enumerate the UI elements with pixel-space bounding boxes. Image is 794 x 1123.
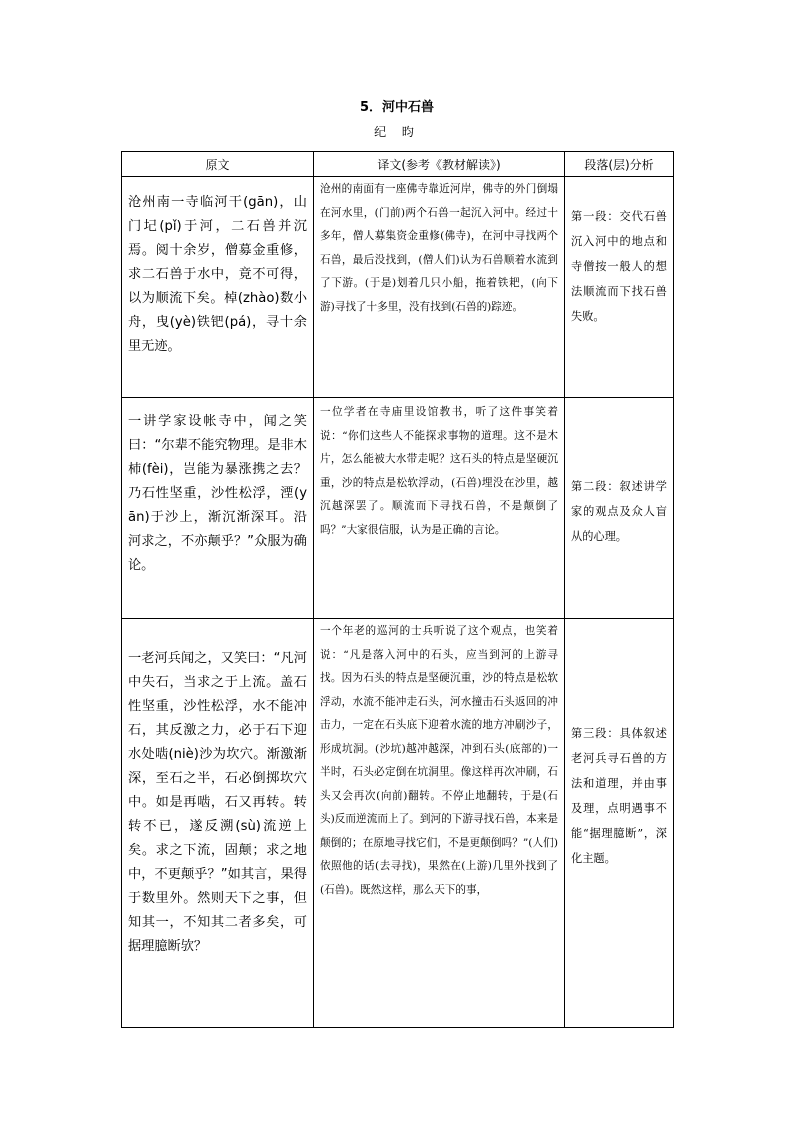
original-text-cell	[122, 619, 314, 1028]
original-text-cell	[122, 398, 314, 619]
translation-text: 一个年老的巡河的士兵听说了这个观点，也笑着说：“凡是落入河中的石头，应当到河的上游寻找。因为石头的特点是坚硬沉重，沙的特点是松软浮动，水流不能冲走石头，河水撞击石头返回的冲击力，一定在石头底下迎着水流的地方冲刷沙子，形成坑洞。(沙坑)越冲越深，冲到石头(底部的)一半时，石头必定倒在坑洞里。像这样再次冲刷，石头又会再次(向前)翻转。不停止地翻转，于是(石头)反而逆流而上了。到河的下游寻找石兽，本来是颠倒的；在原地寻找它们，不是更颠倒吗？”(人们)依照他的话(去寻找)，果然在(上游)几里外找到了(石兽)。既然这样，那么天下的事，	[320, 625, 558, 896]
translation-cell	[314, 398, 565, 619]
original-text: 一老河兵闻之，又笑曰：“凡河中失石，当求之于上流。盖石性坚重，沙性松浮，水不能冲石，其反激之力，必于石下迎水处啮(niè)沙为坎穴。渐激渐深，至石之半，石必倒掷坎穴中。如是再啮，石又再转。转转不已，遂反溯(sù)流逆上矣。求之下流，固颠；求之地中，不更颠乎？”如其言，果得于数里外。然则天下之事，但知其一，不知其二者多矣，可据理臆断欤？	[128, 651, 307, 954]
original-text-cell	[122, 177, 314, 398]
analysis-text: 第三段：具体叙述老河兵寻石兽的方法和道理，并由事及理，点明遇事不能“据理臆断”，深化主题。	[571, 727, 667, 865]
page-title: 5．河中石兽	[359, 100, 435, 115]
table-row	[122, 177, 674, 398]
column-header-analysis: 段落(层)分析	[565, 152, 674, 177]
analysis-text: 第一段：交代石兽沉入河中的地点和寺僧按一般人的想法顺流而下找石兽失败。	[571, 210, 667, 323]
original-text: 沧州南一寺临河干(gān)，山门圮(pǐ)于河，二石兽并沉焉。阅十余岁，僧募金重修，求二石兽于水中，竟不可得，以为顺流下矣。棹(zhào)数小舟，曳(yè)铁钯(pá)，寻十余里无迹。	[128, 195, 307, 354]
analysis-cell	[565, 398, 674, 619]
translation-text: 沧州的南面有一座佛寺靠近河岸，佛寺的外门倒塌在河水里，(门前)两个石兽一起沉入河中。经过十多年，僧人募集资金重修(佛寺)，在河中寻找两个石兽，最后没找到，(僧人们)认为石兽顺着水流到了下游。(于是)划着几只小船，拖着铁耙，(向下游)寻找了十多里，没有找到(石兽的)踪迹。	[320, 183, 558, 313]
text-analysis-table	[121, 151, 674, 1028]
translation-cell	[314, 177, 565, 398]
table-row	[122, 619, 674, 1028]
column-header-translation: 译文(参考《教材解读》)	[314, 152, 565, 177]
translation-text: 一位学者在寺庙里设馆教书，听了这件事笑着说：“你们这些人不能探求事物的道理。这不是木片，怎么能被大水带走呢？这石头的特点是坚硬沉重，沙的特点是松软浮动，(石兽)埋没在沙里，越沉越深罢了。顺流而下寻找石兽，不是颠倒了吗？”大家很信服，认为是正确的言论。	[320, 406, 558, 536]
column-header-original: 原文	[122, 152, 314, 177]
translation-cell	[314, 619, 565, 1028]
analysis-cell	[565, 177, 674, 398]
author-name: 纪 昀	[374, 125, 420, 139]
original-text: 一讲学家设帐寺中，闻之笑曰：“尔辈不能究物理。是非木杮(fèi)，岂能为暴涨携之去？乃石性坚重，沙性松浮，湮(yān)于沙上，渐沉渐深耳。沿河求之，不亦颠乎？”众服为确论。	[128, 414, 307, 573]
analysis-text: 第二段：叙述讲学家的观点及众人盲从的心理。	[571, 480, 667, 543]
analysis-cell	[565, 619, 674, 1028]
table-header-row	[122, 152, 674, 177]
table-row	[122, 398, 674, 619]
